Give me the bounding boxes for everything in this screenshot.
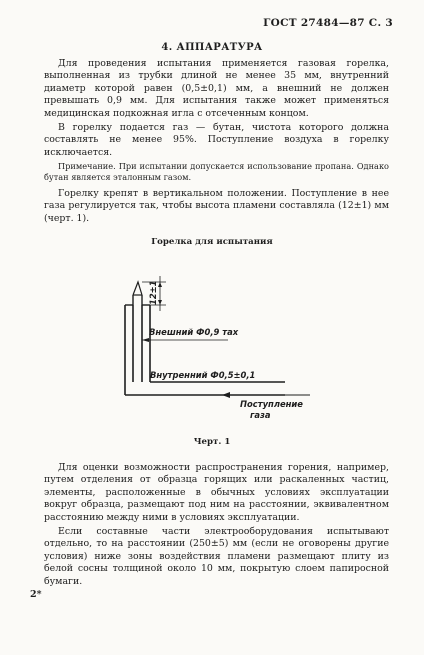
paragraph-butane: В горелку подается газ — бутан, чистота которого должна составлять не менее 95%. Поступление воздуха в горелку исключается. [44, 122, 389, 158]
figure-title: Горелка для испытания [151, 237, 273, 247]
figure-caption: Черт. 1 [193, 437, 231, 447]
gas-arrow-head [222, 392, 230, 398]
paragraph-flame: Горелку крепят в вертикальном положении. Поступление в нее газа регулируется так, чтобы высота пламени составляла (12±1) мм (черт. 1). [44, 188, 389, 224]
paragraph-spread: Для оценки возможности распространения горения, например, путем отделения от образца горящих или раскаленных частиц, элементы, расположенные в обычных условиях эксплуатации вокруг образца, размещают под ним на расстоянии, эквивалентном расстоянию между ними в условиях эксплуатации. [44, 462, 389, 523]
inner-diameter-label: Внутренний Ф0,5±0,1 [150, 370, 256, 380]
dimension-label: 12±1 [148, 280, 158, 305]
outer-diameter-label: Внешний Ф0,9 тах [149, 327, 239, 337]
flame-tip [133, 282, 142, 295]
paragraph-components: Если составные части электрооборудования испытывают отдельно, то на расстоянии (250±5) мм (если не оговорены другие условия) ниже зоны воздействия пламени размещают плиту из белой сосны толщиной около 10 мм, покрытую слоем папиросной бумаги. [44, 526, 389, 587]
gas-label-1: Поступление [240, 399, 303, 409]
gas-label-2: газа [250, 410, 271, 420]
paragraph-burner: Для проведения испытания применяется газовая горелка, выполненная из трубки длиной не менее 35 мм, внутренний диаметр которой равен (0,5±0,1) мм, а внешний не должен превышать 0,9 мм. Для испытания также может применяться медицинская подкожная игла с отсеченным концом. [44, 58, 389, 119]
note: Примечание. При испытании допускается использование пропана. Однако бутан является эталонным газом. [44, 161, 389, 182]
section-title: 4. АППАРАТУРА [161, 42, 263, 53]
text-block-bottom [44, 462, 389, 588]
page-header: ГОСТ 27484—87 С. 3 [263, 17, 393, 29]
page-mark: 2* [30, 589, 42, 600]
